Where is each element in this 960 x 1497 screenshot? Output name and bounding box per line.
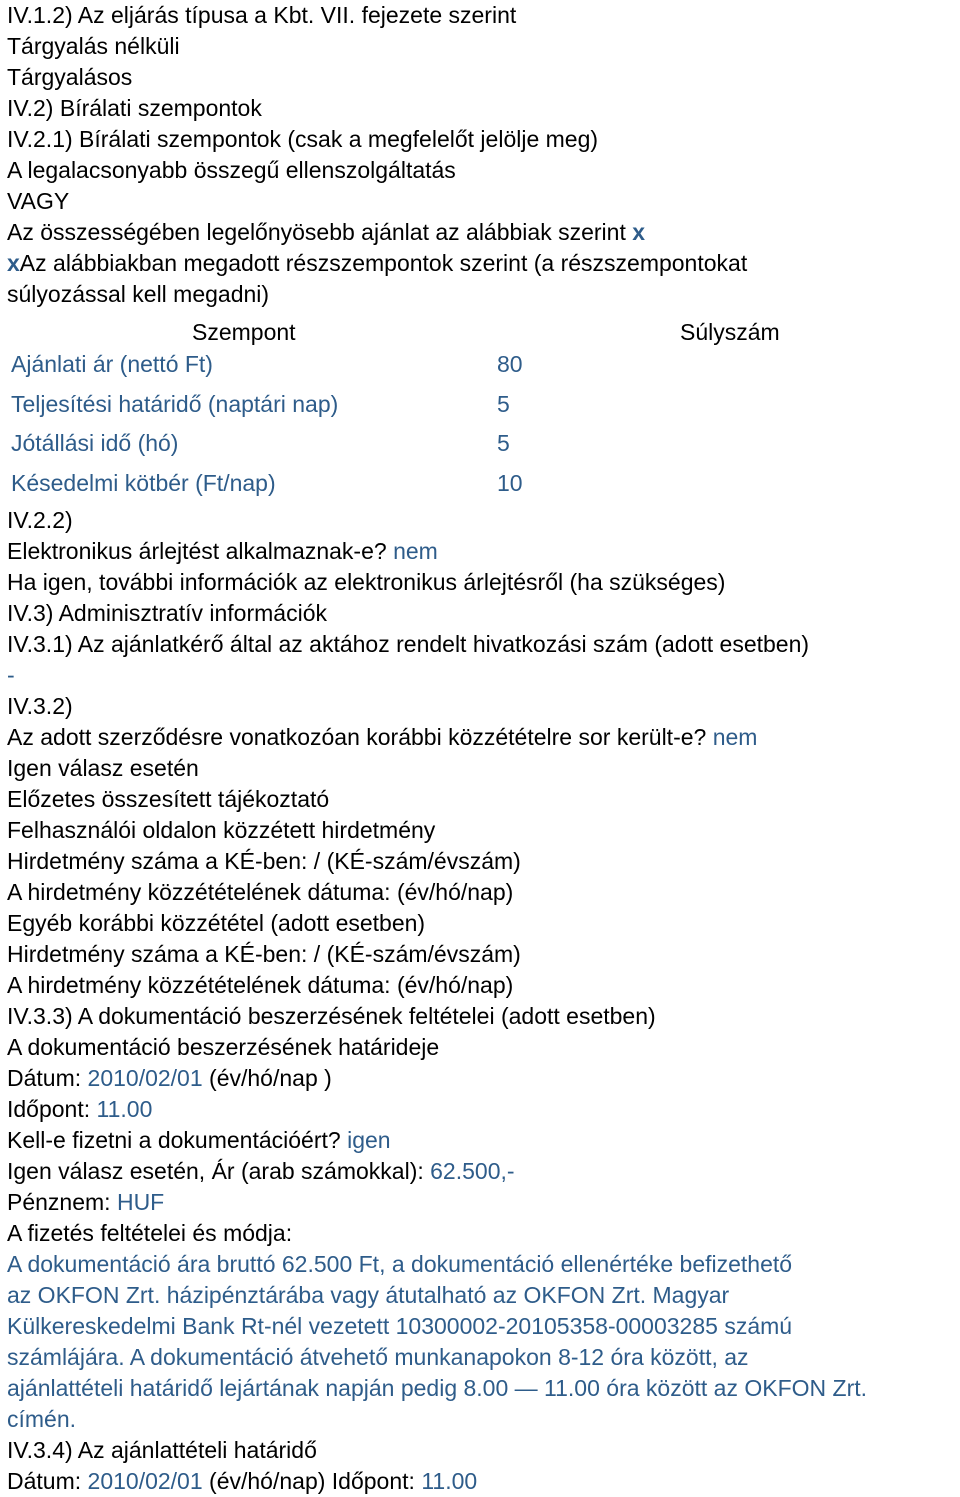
docs-heading: IV.3.3) A dokumentáció beszerzésének feltételei (adott esetben) [7, 1003, 656, 1029]
docs-time-label: Időpont: [7, 1096, 91, 1122]
subcriteria-text: Az alábbiakban megadott részszempontok szerint (a részszempontokat [19, 250, 748, 276]
docs-currency-label: Pénznem: [7, 1189, 111, 1215]
prior-info-notice: Előzetes összesített tájékoztató [7, 786, 330, 812]
auction-answer: nem [393, 538, 438, 564]
tender-time-label: Időpont: [331, 1468, 415, 1494]
docs-date-format: (év/hó/nap ) [209, 1065, 332, 1091]
post-table-block [7, 505, 957, 1497]
subcriteria-mark: x [7, 250, 20, 276]
yes-case-label: Igen válasz esetén [7, 755, 199, 781]
procedure-option-negotiated-without: Tárgyalás nélküli [7, 33, 180, 59]
docs-price-value: 62.500,- [430, 1158, 515, 1184]
other-prior-publication: Egyéb korábbi közzététel (adott esetben) [7, 910, 426, 936]
auction-question-line [7, 536, 957, 567]
docs-pay-answer: igen [347, 1127, 391, 1153]
prior-heading: IV.3.2) [7, 693, 73, 719]
docs-pay-line [7, 1125, 957, 1156]
notice-number-2: Hirdetmény száma a KÉ-ben: / (KÉ-szám/évszám) [7, 941, 521, 967]
docs-terms-heading: A fizetés feltételei és módja: [7, 1220, 293, 1246]
docs-terms-line: A dokumentáció ára bruttó 62.500 Ft, a dokumentáció ellenértéke befizethető [7, 1251, 793, 1277]
docs-terms-line: Külkereskedelmi Bank Rt-nél vezetett 10300002-20105358-00003285 számú [7, 1313, 793, 1339]
reference-value: - [7, 662, 15, 688]
criterion-weight: 80 [497, 351, 523, 377]
procedure-heading: IV.1.2) Az eljárás típusa a Kbt. VII. fejezete szerint [7, 2, 517, 28]
auction-info: Ha igen, további információk az elektronikus árlejtésről (ha szükséges) [7, 569, 726, 595]
criterion-name: Ajánlati ár (nettó Ft) [11, 351, 213, 377]
subcriteria-line-2: súlyozással kell megadni) [7, 281, 270, 307]
best-offer-text: Az összességében legelőnyösebb ajánlat az alábbiak szerint [7, 219, 626, 245]
criterion-weight: 10 [497, 470, 523, 496]
or-separator: VAGY [7, 188, 70, 214]
criterion-name: Teljesítési határidő (naptári nap) [11, 391, 339, 417]
tender-deadline-line [7, 1466, 957, 1497]
criterion-weight: 5 [497, 391, 510, 417]
docs-time-value: 11.00 [96, 1096, 153, 1122]
buyer-profile-notice: Felhasználói oldalon közzétett hirdetmény [7, 817, 436, 843]
docs-terms-line: címén. [7, 1406, 77, 1432]
reference-heading: IV.3.1) Az ajánlatkérő által az aktához rendelt hivatkozási szám (adott esetben) [7, 631, 810, 657]
tender-date-format: (év/hó/nap) [209, 1468, 326, 1494]
auction-heading: IV.2.2) [7, 507, 73, 533]
tender-date-value: 2010/02/01 [87, 1468, 203, 1494]
best-offer-option [7, 217, 957, 248]
docs-pay-question: Kell-e fizetni a dokumentációért? [7, 1127, 341, 1153]
prior-question: Az adott szerződésre vonatkozóan korábbi közzétételre sor került-e? [7, 724, 707, 750]
docs-currency-line [7, 1187, 957, 1218]
tender-deadline-heading: IV.3.4) Az ajánlattételi határidő [7, 1437, 317, 1463]
docs-currency-value: HUF [116, 1189, 165, 1215]
docs-date-value: 2010/02/01 [87, 1065, 203, 1091]
document [7, 0, 957, 1497]
tender-date-label: Dátum: [7, 1468, 82, 1494]
subcriteria-line-1 [7, 248, 957, 279]
docs-date-line [7, 1063, 957, 1094]
admin-heading: IV.3) Adminisztratív információk [7, 600, 327, 626]
weight-col-header: Súlyszám [680, 319, 780, 345]
tender-time-value: 11.00 [421, 1468, 478, 1494]
criteria-table [7, 310, 957, 505]
lowest-price-option: A legalacsonyabb összegű ellenszolgáltatás [7, 157, 456, 183]
criteria-sub-heading: IV.2.1) Bírálati szempontok (csak a megfelelőt jelölje meg) [7, 126, 599, 152]
docs-price-label: Igen válasz esetén, Ár (arab számokkal): [7, 1158, 424, 1184]
docs-terms-line: számlájára. A dokumentáció átvehető munkanapokon 8-12 óra között, az [7, 1344, 749, 1370]
docs-date-label: Dátum: [7, 1065, 82, 1091]
docs-terms-line: az OKFON Zrt. házipénztárába vagy átutalható az OKFON Zrt. Magyar [7, 1282, 730, 1308]
best-offer-mark: x [632, 219, 646, 245]
auction-question: Elektronikus árlejtést alkalmaznak-e? [7, 538, 387, 564]
criteria-col-header: Szempont [192, 319, 296, 345]
notice-date-1: A hirdetmény közzétételének dátuma: (év/hó/nap) [7, 879, 514, 905]
notice-date-2: A hirdetmény közzétételének dátuma: (év/hó/nap) [7, 972, 514, 998]
docs-time-line [7, 1094, 957, 1125]
docs-terms-line: ajánlattételi határidő lejártának napján pedig 8.00 — 11.00 óra között az OKFON Zrt. [7, 1375, 868, 1401]
procedure-option-negotiated: Tárgyalásos [7, 64, 133, 90]
criteria-heading: IV.2) Bírálati szempontok [7, 95, 262, 121]
docs-price-line [7, 1156, 957, 1187]
docs-deadline-heading: A dokumentáció beszerzésének határideje [7, 1034, 440, 1060]
criterion-name: Késedelmi kötbér (Ft/nap) [11, 470, 276, 496]
notice-number-1: Hirdetmény száma a KÉ-ben: / (KÉ-szám/évszám) [7, 848, 521, 874]
criterion-weight: 5 [497, 430, 510, 456]
prior-answer: nem [712, 724, 758, 750]
criterion-name: Jótállási idő (hó) [11, 430, 179, 456]
prior-question-line [7, 722, 957, 753]
